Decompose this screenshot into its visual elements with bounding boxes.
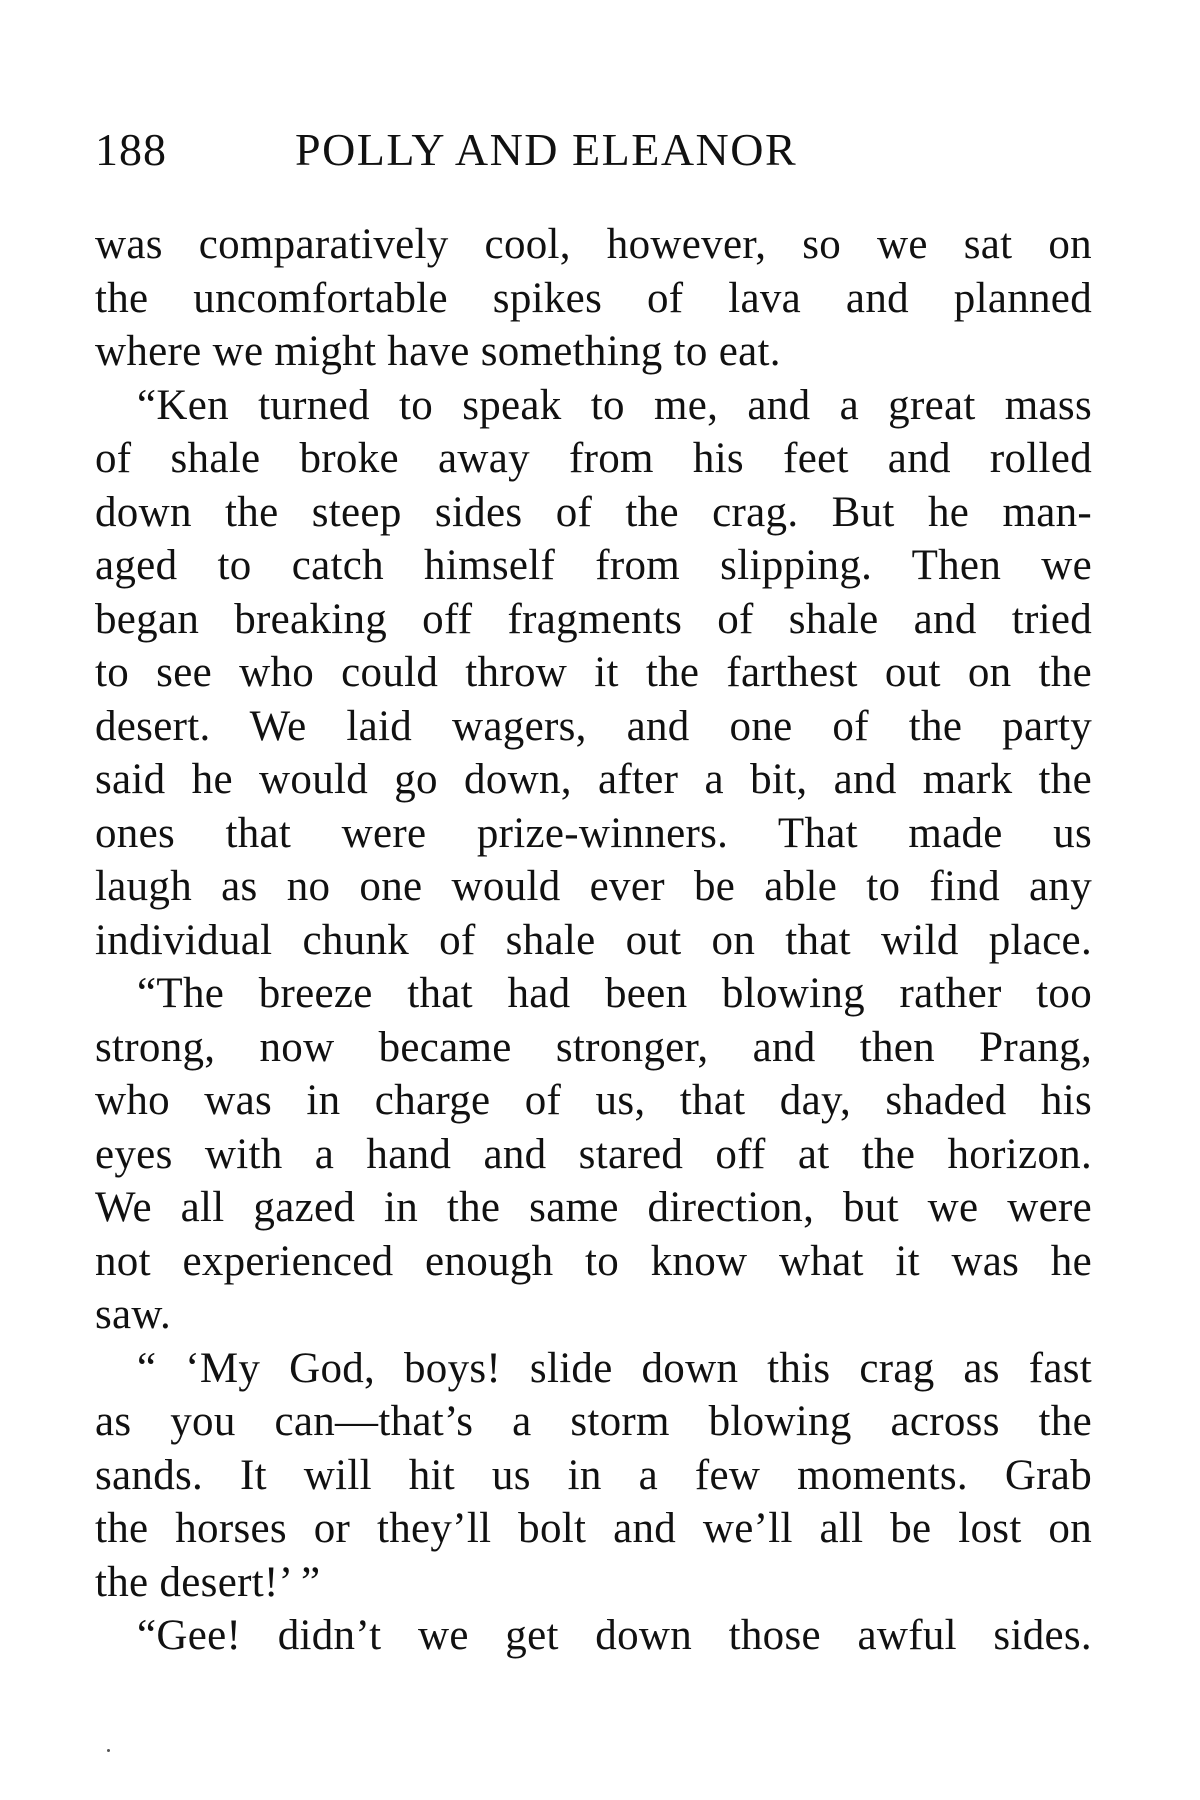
text-line: laugh as no one would ever be able to find any — [95, 863, 1092, 910]
running-title: POLLY AND ELEANOR — [295, 124, 798, 175]
text-line: sands. It will hit us in a few moments. Grab — [95, 1451, 1092, 1499]
text-line: the desert!’ ” — [95, 1558, 321, 1606]
text-line: where we might have something to eat. — [95, 328, 781, 375]
text-line: eyes with a hand and stared off at the horizon. — [95, 1130, 1092, 1178]
text-line: the horses or they’ll bolt and we’ll all be lost on — [95, 1505, 1092, 1552]
paragraph-start-line: “Gee! didn’t we get down those awful sides. — [137, 1612, 1092, 1659]
text-line: down the steep sides of the crag. But he man- — [95, 488, 1092, 536]
paragraph-start-line: “The breeze that had been blowing rather too — [137, 970, 1092, 1017]
text-line: desert. We laid wagers, and one of the party — [95, 702, 1092, 750]
body-text — [95, 218, 1092, 1663]
text-line: to see who could throw it the farthest out on the — [95, 649, 1092, 696]
text-line: aged to catch himself from slipping. Then we — [95, 542, 1092, 589]
page-number: 188 — [95, 124, 167, 175]
text-line: strong, now became stronger, and then Prang, — [95, 1023, 1092, 1071]
text-line: individual chunk of shale out on that wild place. — [95, 916, 1092, 964]
text-line: was comparatively cool, however, so we sat on — [95, 221, 1092, 268]
paragraph-start-line: “Ken turned to speak to me, and a great mass — [137, 381, 1092, 429]
text-line: as you can—that’s a storm blowing across the — [95, 1398, 1092, 1445]
text-line: who was in charge of us, that day, shaded his — [95, 1077, 1092, 1124]
text-line: began breaking off fragments of shale and tried — [95, 595, 1092, 643]
page-header — [95, 118, 1095, 182]
paragraph-start-line: “ ‘My God, boys! slide down this crag as fast — [137, 1344, 1092, 1392]
text-line: of shale broke away from his feet and rolled — [95, 435, 1092, 482]
text-line: ones that were prize-winners. That made us — [95, 809, 1092, 857]
text-line: the uncomfortable spikes of lava and planned — [95, 274, 1092, 322]
text-line: said he would go down, after a bit, and mark the — [95, 756, 1092, 803]
text-line: not experienced enough to know what it was he — [95, 1237, 1092, 1285]
print-speck — [107, 1749, 110, 1752]
text-line: saw. — [95, 1291, 172, 1338]
text-line: We all gazed in the same direction, but we were — [95, 1184, 1092, 1231]
